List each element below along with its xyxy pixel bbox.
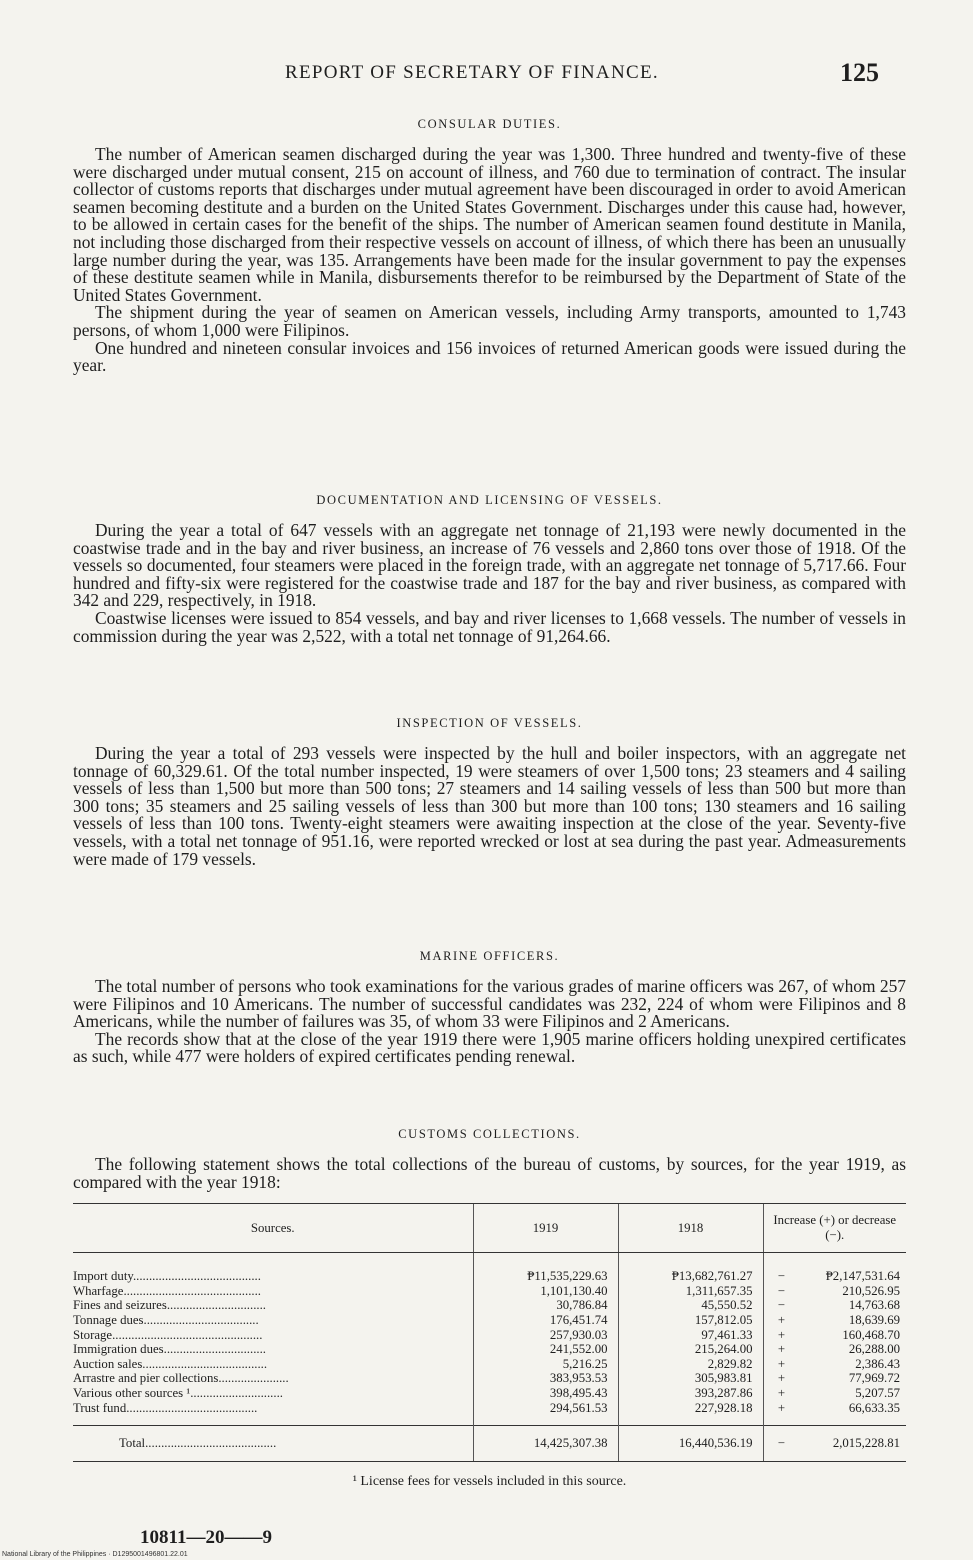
table-row [73,1371,906,1386]
section-heading: CUSTOMS COLLECTIONS. [398,1127,581,1141]
header-sources: Sources. [73,1204,473,1253]
source-cell: Immigration dues................................ [73,1342,267,1357]
source-cell: Fines and seizures............................... [73,1298,266,1313]
change-cell [763,1284,906,1299]
collections-table [73,1203,906,1462]
value-1918: ₱13,682,761.27 [618,1253,763,1284]
change-sign: + [777,1327,786,1342]
value-1919: ₱11,535,229.63 [473,1253,618,1284]
total-label: Total......................................... [73,1426,473,1462]
change-sign: + [777,1400,786,1415]
paragraph: The number of American seamen discharged during the year was 1,300. Three hundred and twenty-five of these were discharged under mutual consent, 215 on account of illness, and 760 due to termination of contract. The insular collector of customs reports that discharges under mutual agreement have been discouraged in order to avoid American seamen becoming destitute and a burden on the United States Government. Discharges under this cause had, however, to be allowed in certain cases for the benefit of the ships. The number of American seamen found destitute in Manila, not including those discharged from their respective vessels on account of illness, of which there has been an unusually large number during the year, was 135. Arrangements have been made for the insular government to pay the expenses of these destitute seamen while in Manila, disbursements therefor to be reimbursed by the Department of State of the United States Government. [73,144,906,305]
change-value: 2,386.43 [855,1356,900,1371]
section-customs-collections [73,1126,906,1490]
source-cell: Trust fund......................................... [73,1400,258,1415]
table-row [73,1401,906,1426]
source-cell: Tonnage dues.................................... [73,1312,259,1327]
change-sign: + [777,1371,786,1386]
table-row [73,1328,906,1343]
value-1919: 1,101,130.40 [473,1284,618,1299]
change-cell [763,1253,906,1284]
running-title: REPORT OF SECRETARY OF FINANCE. [285,62,659,83]
change-value: 18,639.69 [848,1312,900,1327]
value-1918: 393,287.86 [618,1386,763,1401]
change-value: 160,468.70 [842,1327,900,1342]
change-sign: + [777,1312,786,1327]
section-heading: MARINE OFFICERS. [419,949,560,963]
change-sign: − [777,1283,786,1298]
change-value: 66,633.35 [848,1400,900,1415]
value-1918: 305,983.81 [618,1371,763,1386]
change-value: 2,015,228.81 [832,1436,900,1451]
table-row [73,1313,906,1328]
paragraph: The following statement shows the total collections of the bureau of customs, by sources, for the year 1919, as compared with the year 1918: [73,1154,906,1192]
value-1919: 241,552.00 [473,1342,618,1357]
header-change: Increase (+) or decrease (−). [763,1204,906,1253]
signature-mark: 10811—20——9 [140,1527,272,1548]
table-footnote: ¹ License fees for vessels included in this source. [352,1473,627,1489]
paragraph: One hundred and nineteen consular invoices and 156 invoices of returned American goods were issued during the year. [73,337,906,376]
change-cell [763,1328,906,1343]
value-1919: 398,495.43 [473,1386,618,1401]
change-value: 26,288.00 [848,1342,900,1357]
paragraph: During the year a total of 647 vessels with an aggregate net tonnage of 21,193 were newly documented in the coastwise trade and in the bay and river business, an increase of 76 vessels and 2,860 tons over those of 1918. Of the vessels so documented, four steamers were placed in the foreign trade, with an aggregate net tonnage of 5,717.66. Four hundred and fifty-six were registered for the coastwise trade and 187 for the bay and river business, as compared with 342 and 229, respectively, in 1918. [73,520,906,611]
total-1919: 14,425,307.38 [473,1426,618,1462]
section-inspection [73,715,906,868]
change-value: 210,526.95 [842,1283,900,1298]
total-change-cell [763,1426,906,1462]
change-sign: − [777,1436,786,1451]
value-1919: 176,451.74 [473,1313,618,1328]
value-1918: 45,550.52 [618,1298,763,1313]
change-cell [763,1342,906,1357]
source-cell: Storage............................................... [73,1327,263,1342]
source-cell: Wharfage........................................... [73,1283,262,1298]
value-1918: 215,264.00 [618,1342,763,1357]
section-heading: DOCUMENTATION AND LICENSING OF VESSELS. [316,493,663,507]
header-1918: 1918 [618,1204,763,1253]
scan-note: National Library of the Philippines · D1295001496801.22.01 [2,1551,188,1558]
change-cell [763,1371,906,1386]
paragraph: The records show that at the close of the year 1919 there were 1,905 marine officers holding unexpired certificates as such, while 477 were holders of expired certificates pending renewal. [73,1028,906,1067]
section-heading: INSPECTION OF VESSELS. [396,716,583,730]
total-1918: 16,440,536.19 [618,1426,763,1462]
source-cell: Import duty........................................ [73,1269,261,1284]
change-sign: + [777,1385,786,1400]
paragraph: The total number of persons who took examinations for the various grades of marine officers was 267, of whom 257 were Filipinos and 10 Americans. The number of successful candidates was 232, 224 of whom were Filipinos and 8 Americans, while the number of failures was 35, of whom 33 were Filipinos and 2 Americans. [73,976,906,1032]
source-cell: Arrastre and pier collections...................... [73,1371,289,1386]
source-cell: Various other sources ¹............................. [73,1385,283,1400]
section-documentation [73,492,906,645]
change-value: 77,969.72 [848,1371,900,1386]
section-consular-duties [73,116,906,375]
paragraph: During the year a total of 293 vessels were inspected by the hull and boiler inspectors, with an aggregate net tonnage of 60,329.61. Of the total number inspected, 19 were steamers of over 1,500 tons; 23 steamers and 4 sailing vessels of less than 1,500 but more than 500 tons; 27 steamers and 14 sailing vessels of less than 500 but more than 300 tons; 35 steamers and 25 sailing vessels of less than 300 but more than 100 tons; 130 steamers and 16 sailing vessels of less than 100 tons. Twenty-eight steamers were awaiting inspection at the close of the year. Seventy-five vessels, with a total net tonnage of 951.16, were reported wrecked or lost at sea during the past year. Admeasurements were made of 179 vessels. [73,743,906,869]
section-marine-officers [73,948,906,1066]
source-cell: Auction sales....................................... [73,1356,268,1371]
value-1919: 30,786.84 [473,1298,618,1313]
value-1919: 294,561.53 [473,1401,618,1426]
change-sign: − [777,1298,786,1313]
total-row [73,1426,906,1462]
value-1918: 157,812.05 [618,1313,763,1328]
collections-table-wrap [73,1203,906,1490]
change-cell [763,1298,906,1313]
table-header-row [73,1204,906,1253]
value-1918: 2,829.82 [618,1357,763,1372]
page-number: 125 [840,58,879,87]
value-1918: 1,311,657.35 [618,1284,763,1299]
value-1919: 383,953.53 [473,1371,618,1386]
change-cell [763,1386,906,1401]
change-value: ₱2,147,531.64 [825,1269,900,1284]
change-value: 14,763.68 [848,1298,900,1313]
change-sign: + [777,1356,786,1371]
change-value: 5,207.57 [855,1385,900,1400]
paragraph: The shipment during the year of seamen on American vessels, including Army transports, amounted to 1,743 persons, of whom 1,000 were Filipinos. [73,302,906,340]
table-row [73,1253,906,1284]
change-cell [763,1313,906,1328]
change-cell [763,1401,906,1426]
header-1919: 1919 [473,1204,618,1253]
value-1918: 97,461.33 [618,1328,763,1343]
change-sign: − [777,1269,786,1284]
change-cell [763,1357,906,1372]
table-row [73,1284,906,1299]
value-1919: 5,216.25 [473,1357,618,1372]
table-row [73,1298,906,1313]
value-1918: 227,928.18 [618,1401,763,1426]
value-1919: 257,930.03 [473,1328,618,1343]
section-heading: CONSULAR DUTIES. [417,117,562,131]
table-row [73,1357,906,1372]
table-row [73,1342,906,1357]
table-row [73,1386,906,1401]
paragraph: Coastwise licenses were issued to 854 vessels, and bay and river licenses to 1,668 vessels. The number of vessels in commission during the year was 2,522, with a total net tonnage of 91,264.66. [73,607,906,646]
change-sign: + [777,1342,786,1357]
